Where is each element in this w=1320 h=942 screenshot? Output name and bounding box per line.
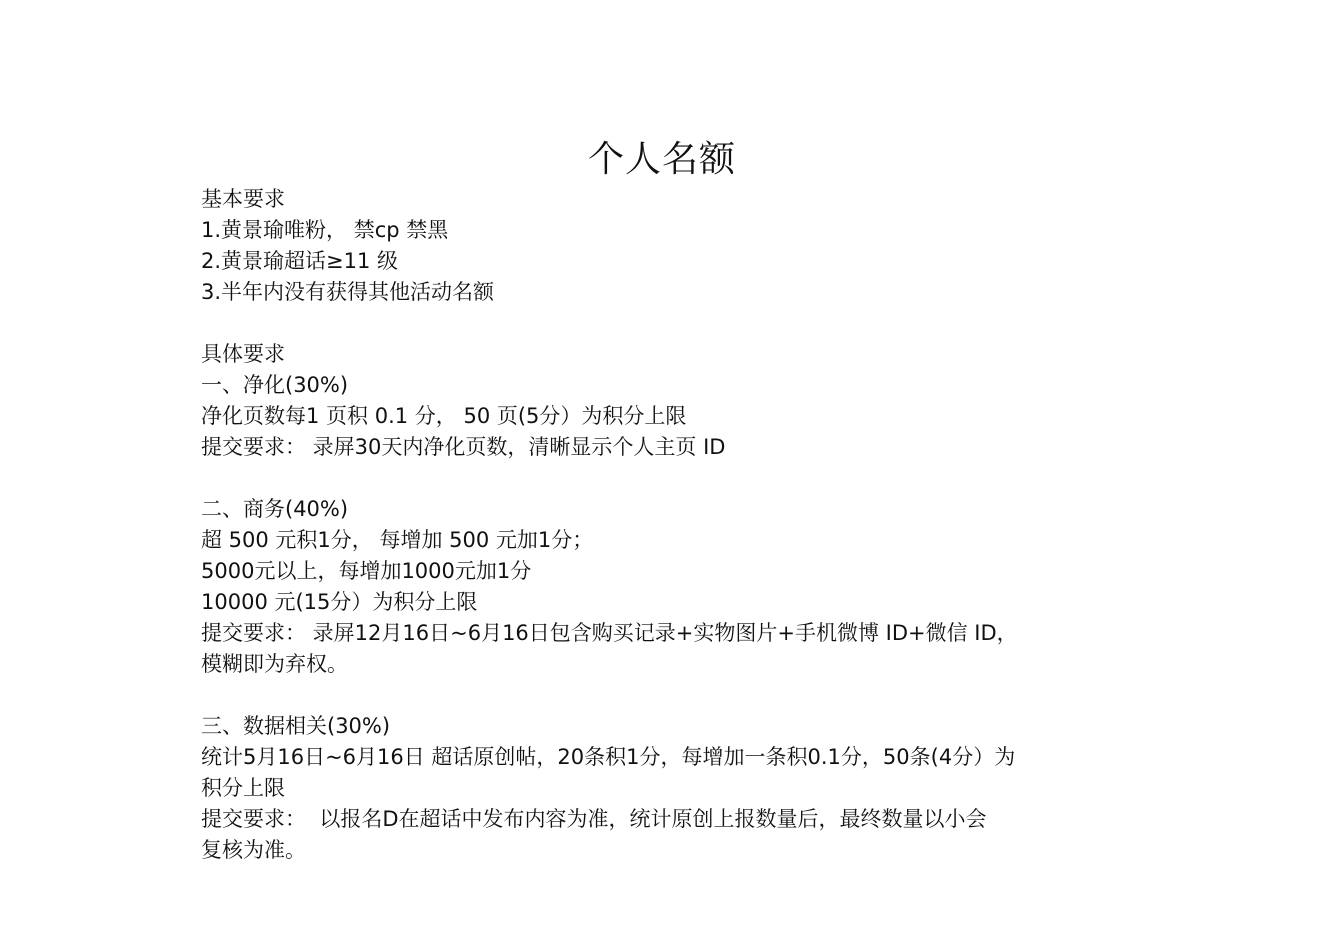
section-data [201, 711, 1131, 866]
section-line: 统计5月16日~6月16日 超话原创帖，20条积1分，每增加一条积0.1分，50条(4分）为 [201, 745, 1016, 769]
specific-heading: 具体要求 [201, 342, 285, 366]
spacer [201, 308, 1131, 339]
page-title: 个人名额 [587, 139, 736, 180]
section-line: 积分上限 [201, 776, 285, 800]
section-line: 提交要求： 录屏12月16日~6月16日包含购买记录+实物图片+手机微博 ID+微信 ID， [201, 621, 1018, 645]
section-line: 复核为准。 [201, 838, 306, 862]
section-line: 10000 元(15分）为积分上限 [201, 590, 478, 614]
section-line: 模糊即为弃权。 [201, 652, 348, 676]
basic-requirements [201, 184, 1131, 308]
section-line: 超 500 元积1分， 每增加 500 元加1分； [201, 528, 594, 552]
spacer [201, 680, 1131, 711]
section-heading: 二、商务(40%) [201, 497, 349, 521]
section-line: 提交要求： 录屏30天内净化页数，清晰显示个人主页 ID [201, 435, 726, 459]
basic-item-2: 2.黄景瑜超话≥11 级 [201, 249, 399, 273]
section-line: 5000元以上，每增加1000元加1分 [201, 559, 532, 583]
basic-heading: 基本要求 [201, 187, 285, 211]
basic-item-1: 1.黄景瑜唯粉， 禁cp 禁黑 [201, 218, 449, 242]
section-heading: 三、数据相关(30%) [201, 714, 391, 738]
specific-requirements [201, 339, 1131, 866]
basic-item-3: 3.半年内没有获得其他活动名额 [201, 280, 495, 304]
document-body [201, 136, 1131, 866]
section-line: 净化页数每1 页积 0.1 分， 50 页(5分）为积分上限 [201, 404, 687, 428]
spacer [201, 463, 1131, 494]
section-line: 提交要求： 以报名D在超话中发布内容为准，统计原创上报数量后，最终数量以小会 [201, 807, 987, 831]
section-heading: 一、净化(30%) [201, 373, 349, 397]
section-commerce [201, 494, 1131, 680]
section-purify [201, 370, 1131, 463]
